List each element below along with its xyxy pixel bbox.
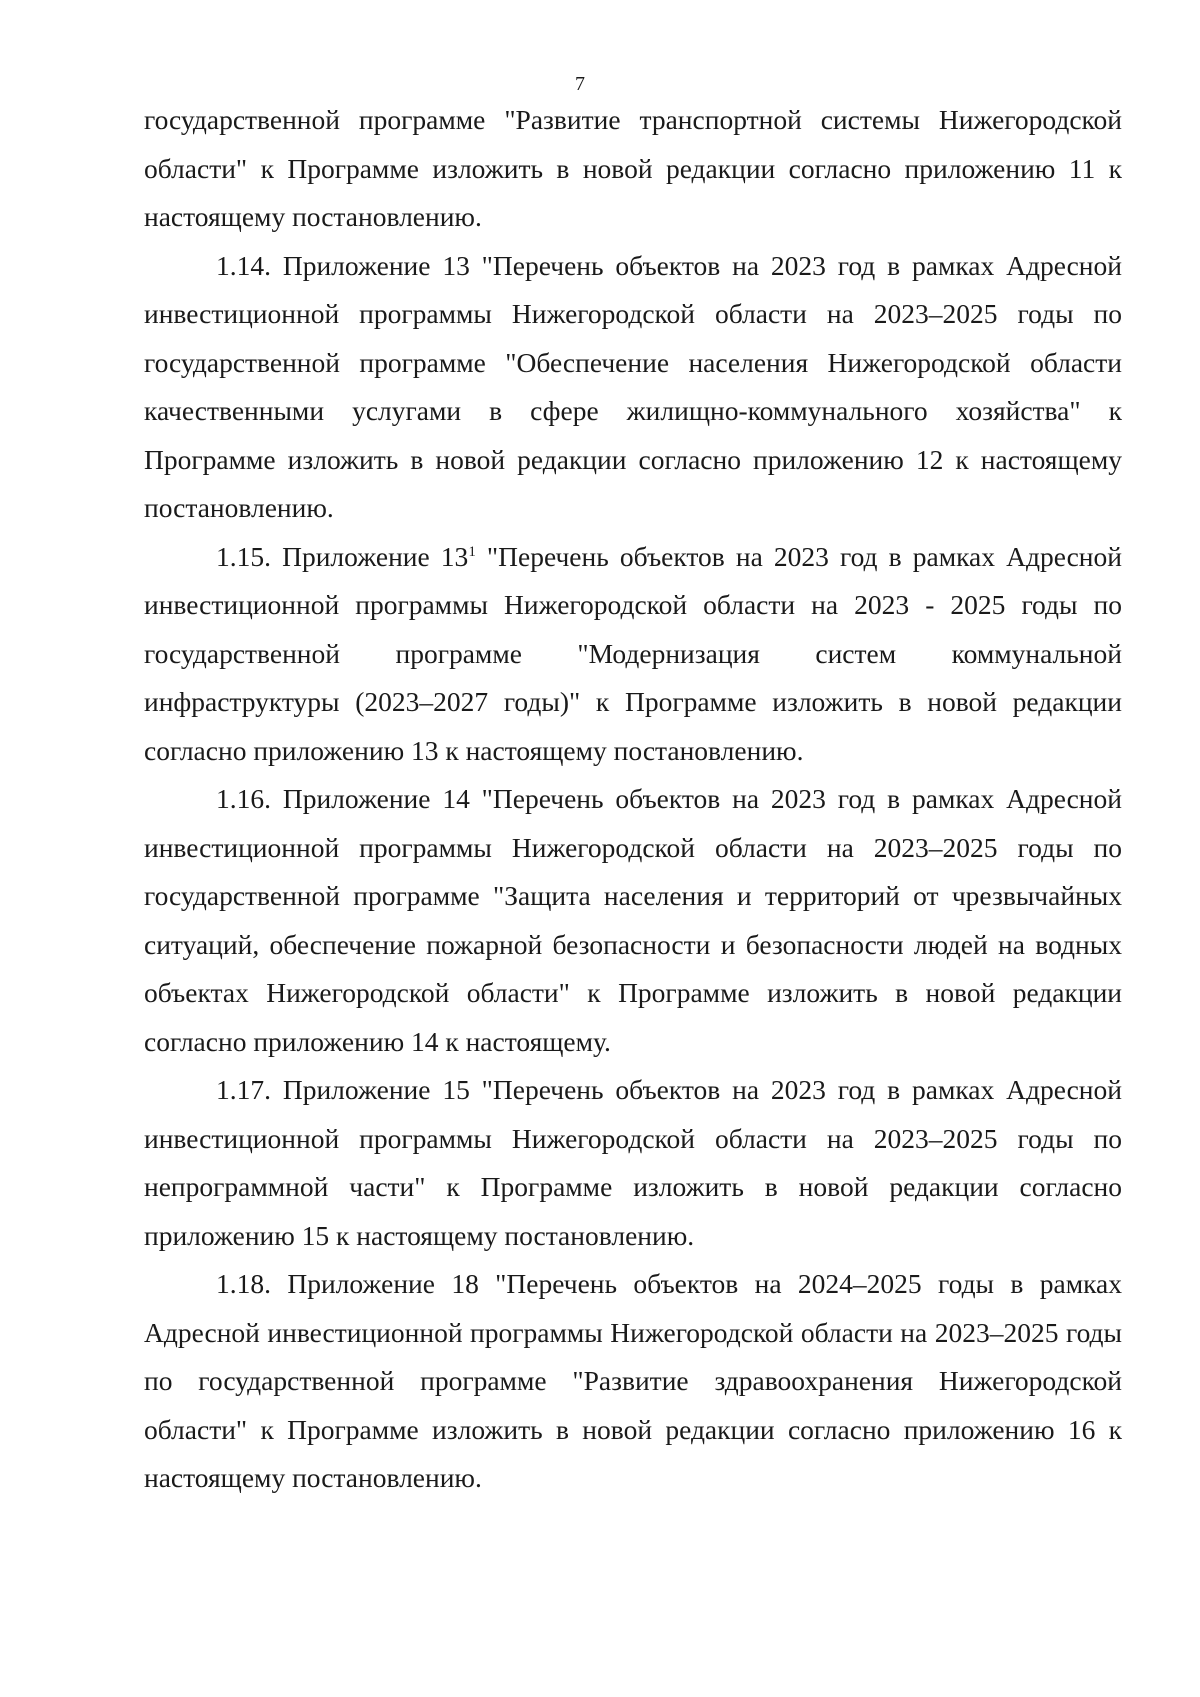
paragraph-1-16: 1.16. Приложение 14 "Перечень объектов на 2023 год в рамках Адресной инвестиционной программы Нижегородской области на 2023–2025 годы по государственной программе "Защита населения и территорий от чрезвычайных ситуаций, обеспечение пожарной безопасности и безопасности людей на водных объектах Нижегородской области" к Программе изложить в новой редакции согласно приложению 14 к настоящему. bbox=[144, 783, 1122, 1057]
paragraph-transport-continuation: государственной программе "Развитие транспортной системы Нижегородской области" к Программе изложить в новой редакции согласно приложению 11 к настоящему постановлению. bbox=[144, 104, 1122, 232]
document-body bbox=[144, 96, 1122, 1503]
paragraph-1-15-rest: "Перечень объектов на 2023 год в рамках Адресной инвестиционной программы Нижегородской области на 2023 - 2025 годы по государственной программе "Модернизация систем коммунальной инфраструктуры (2023–2027 годы)" к Программе изложить в новой редакции согласно приложению 13 к настоящему постановлению. bbox=[144, 540, 1122, 766]
paragraph-1-17: 1.17. Приложение 15 "Перечень объектов на 2023 год в рамках Адресной инвестиционной программы Нижегородской области на 2023–2025 годы по непрограммной части" к Программе изложить в новой редакции согласно приложению 15 к настоящему постановлению. bbox=[144, 1074, 1122, 1251]
superscript-index: 1 bbox=[468, 543, 476, 560]
page-number: 7 bbox=[575, 73, 585, 95]
paragraph-1-14: 1.14. Приложение 13 "Перечень объектов на 2023 год в рамках Адресной инвестиционной программы Нижегородской области на 2023–2025 годы по государственной программе "Обеспечение населения Нижегородской области качественными услугами в сфере жилищно-коммунального хозяйства" к Программе изложить в новой редакции согласно приложению 12 к настоящему постановлению. bbox=[144, 249, 1122, 523]
paragraph-1-15-start: 1.15. Приложение 13 bbox=[216, 540, 469, 572]
paragraph-1-15 bbox=[144, 533, 1122, 776]
paragraph-1-18: 1.18. Приложение 18 "Перечень объектов на 2024–2025 годы в рамках Адресной инвестиционной программы Нижегородской области на 2023–2025 годы по государственной программе "Развитие здравоохранения Нижегородской области" к Программе изложить в новой редакции согласно приложению 16 к настоящему постановлению. bbox=[144, 1268, 1122, 1493]
